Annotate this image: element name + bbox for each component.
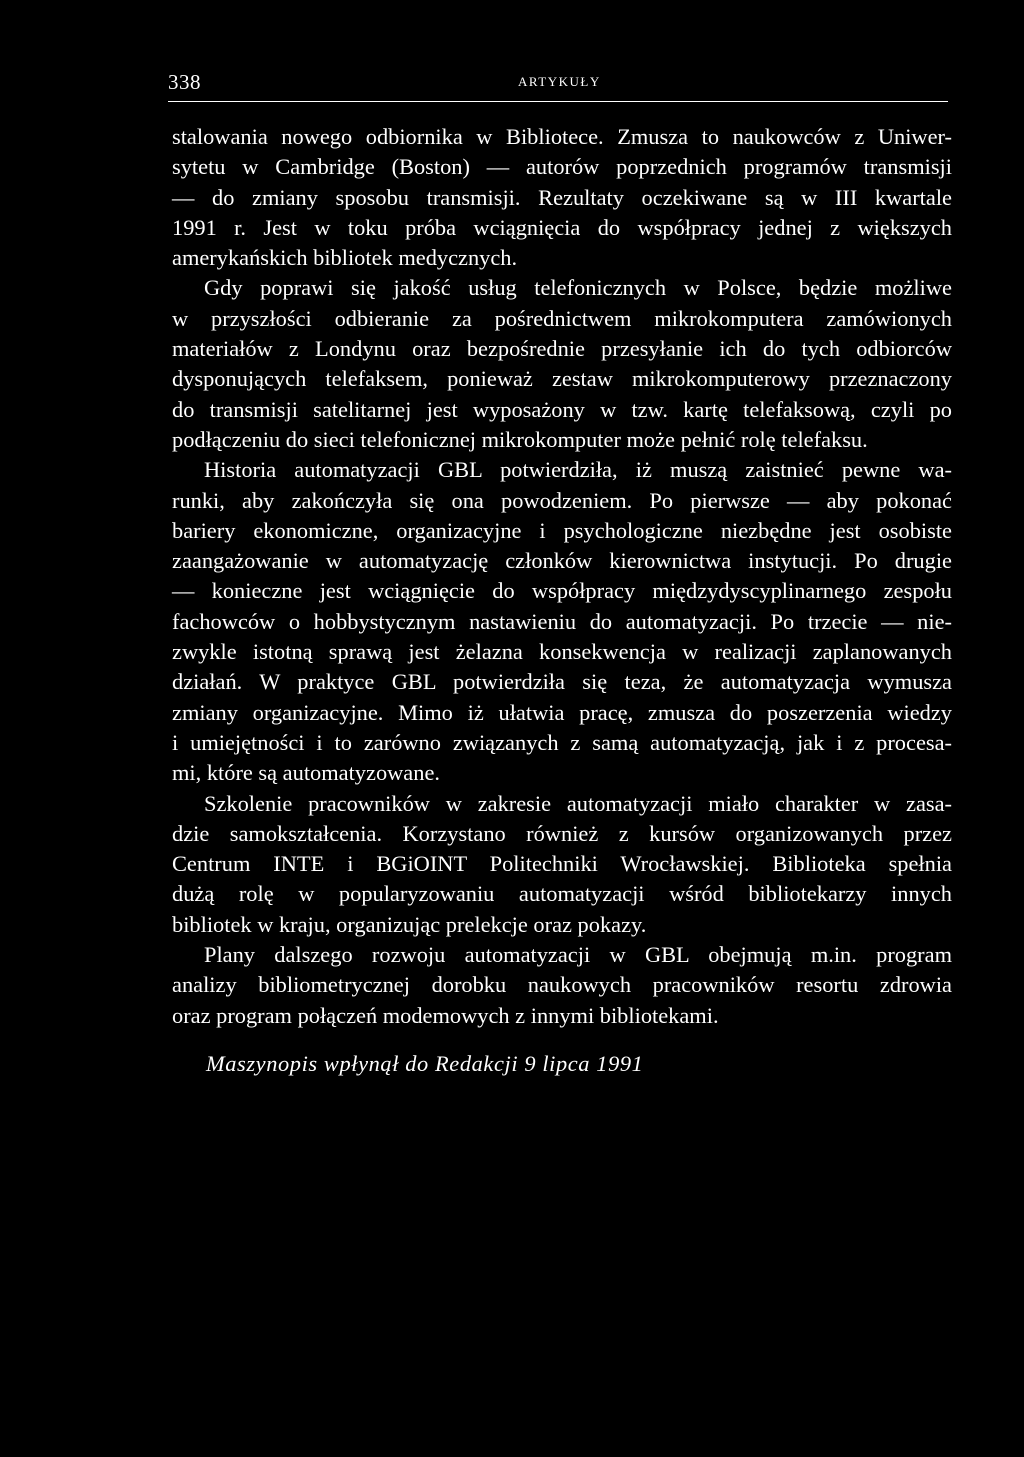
submission-note: Maszynopis wpłynął do Redakcji 9 lipca 1991 bbox=[206, 1051, 644, 1076]
text-line: bibliotek w kraju, organizując prelekcje oraz pokazy. bbox=[172, 911, 647, 937]
running-head: ARTYKUŁY bbox=[518, 74, 601, 89]
text-line: Plany dalszego rozwoju automatyzacji w GBL obejmują m.in. program bbox=[204, 942, 952, 968]
header-rule bbox=[168, 101, 948, 102]
text-line: dysponujących telefaksem, ponieważ zestaw mikrokomputerowy przeznaczony bbox=[172, 366, 952, 392]
text-line: zwykle istotną sprawą jest żelazna konsekwencja w realizacji zaplanowanych bbox=[172, 639, 952, 665]
text-line: zaangażowanie w automatyzację członków kierownictwa instytucji. Po drugie bbox=[172, 548, 952, 574]
text-line: amerykańskich bibliotek medycznych. bbox=[172, 245, 518, 271]
text-line: dzie samokształcenia. Korzystano również z kursów organizowanych przez bbox=[172, 820, 952, 846]
page-number: 338 bbox=[168, 70, 201, 94]
text-line: Historia automatyzacji GBL potwierdziła, iż muszą zaistnieć pewne wa- bbox=[204, 457, 952, 483]
text-line: i umiejętności i to zarówno związanych z samą automatyzacją, jak i z procesa- bbox=[172, 729, 952, 755]
text-line: analizy bibliometrycznej dorobku naukowych pracowników resortu zdrowia bbox=[172, 972, 952, 998]
article-body bbox=[172, 122, 952, 1031]
text-line: sytetu w Cambridge (Boston) — autorów poprzednich programów transmisji bbox=[172, 154, 952, 180]
text-line: stalowania nowego odbiornika w Bibliotece. Zmusza to naukowców z Uniwer- bbox=[172, 124, 952, 149]
text-line: runki, aby zakończyła się ona powodzeniem. Po pierwsze — aby pokonać bbox=[172, 487, 952, 513]
text-line: — konieczne jest wciągnięcie do współpracy międzydyscyplinarnego zespołu bbox=[172, 578, 952, 604]
text-line: zmiany organizacyjne. Mimo iż ułatwia pracę, zmusza do poszerzenia wiedzy bbox=[172, 699, 952, 725]
text-line: działań. W praktyce GBL potwierdziła się teza, że automatyzacja wymusza bbox=[172, 669, 952, 695]
text-line: Szkolenie pracowników w zakresie automatyzacji miało charakter w zasa- bbox=[204, 790, 952, 816]
text-line: podłączeniu do sieci telefonicznej mikrokomputer może pełnić rolę telefaksu. bbox=[172, 426, 868, 452]
text-line: Centrum INTE i BGiOINT Politechniki Wrocławskiej. Biblioteka spełnia bbox=[172, 851, 952, 877]
text-line: fachowców o hobbystycznym nastawieniu do automatyzacji. Po trzecie — nie- bbox=[172, 608, 952, 634]
text-line: do transmisji satelitarnej jest wyposażony w tzw. kartę telefaksową, czyli po bbox=[172, 396, 952, 422]
text-line: dużą rolę w popularyzowaniu automatyzacji wśród bibliotekarzy innych bbox=[172, 881, 952, 907]
text-line: w przyszłości odbieranie za pośrednictwem mikrokomputera zamówionych bbox=[172, 305, 952, 331]
text-line: 1991 r. Jest w toku próba wciągnięcia do współpracy jednej z większych bbox=[172, 214, 952, 240]
text-line: oraz program połączeń modemowych z innymi bibliotekami. bbox=[172, 1002, 719, 1028]
page-header bbox=[168, 66, 948, 96]
text-line: materiałów z Londynu oraz bezpośrednie przesyłanie ich do tych odbiorców bbox=[172, 336, 952, 362]
text-line: mi, które są automatyzowane. bbox=[172, 760, 440, 786]
text-line: Gdy poprawi się jakość usług telefonicznych w Polsce, będzie możliwe bbox=[204, 275, 952, 301]
text-line: — do zmiany sposobu transmisji. Rezultaty oczekiwane są w III kwartale bbox=[172, 184, 952, 210]
text-line: bariery ekonomiczne, organizacyjne i psychologiczne niezbędne jest osobiste bbox=[172, 517, 952, 543]
